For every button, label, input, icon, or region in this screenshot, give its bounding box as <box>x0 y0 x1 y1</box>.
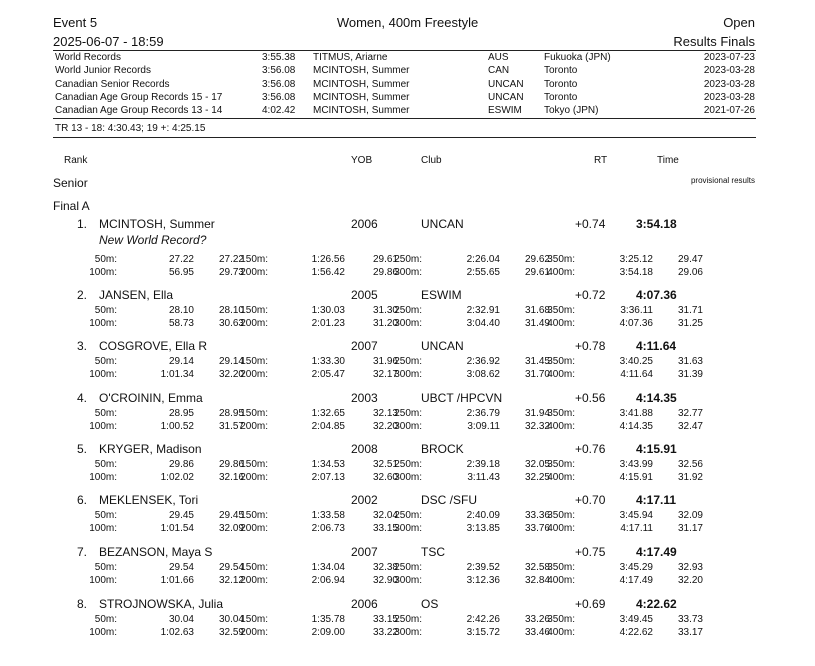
split-cumulative: 1:02.02 <box>160 472 194 483</box>
split-cumulative: 28.95 <box>168 408 194 419</box>
split-lap: 29.86 <box>218 459 244 470</box>
split-lap: 31.39 <box>677 369 703 380</box>
split-lap: 29.62 <box>524 254 550 265</box>
split-distance-label: 250m: <box>394 562 422 573</box>
result-entry <box>0 545 815 595</box>
record-holder: MCINTOSH, Summer <box>313 91 410 103</box>
split-lap: 33.22 <box>372 627 398 638</box>
final-time: 4:17.49 <box>636 545 677 559</box>
result-entry <box>0 597 815 647</box>
split-cumulative: 2:39.18 <box>466 459 500 470</box>
split-lap: 32.13 <box>372 408 398 419</box>
split-distance-label: 100m: <box>89 523 117 534</box>
split-lap: 29.61 <box>524 267 550 278</box>
split-lap: 31.17 <box>677 523 703 534</box>
split-cumulative: 1:33.30 <box>311 356 345 367</box>
athlete-yob: 2005 <box>351 288 378 302</box>
athlete-name: BEZANSON, Maya S <box>99 545 213 559</box>
athlete-yob: 2007 <box>351 545 378 559</box>
result-type: Results Finals <box>673 34 755 49</box>
record-date: 2023-03-28 <box>703 91 755 103</box>
split-lap: 32.20 <box>372 421 398 432</box>
record-club: AUS <box>488 52 509 63</box>
split-cumulative: 2:55.65 <box>466 267 500 278</box>
split-distance-label: 150m: <box>240 408 268 419</box>
split-lap: 32.25 <box>524 472 550 483</box>
split-cumulative: 3:36.11 <box>620 305 653 316</box>
record-name: World Records <box>55 52 121 63</box>
result-rank: 6. <box>76 493 87 507</box>
split-cumulative: 2:06.94 <box>311 575 345 586</box>
athlete-name: O'CROININ, Emma <box>99 391 203 405</box>
reaction-time: +0.74 <box>575 217 606 231</box>
split-distance-label: 150m: <box>240 356 268 367</box>
split-lap: 32.32 <box>524 421 550 432</box>
athlete-club: ESWIM <box>421 288 462 302</box>
record-time: 3:56.08 <box>262 65 296 77</box>
reaction-time: +0.70 <box>575 493 606 507</box>
split-distance-label: 150m: <box>240 562 268 573</box>
split-distance-label: 350m: <box>547 408 575 419</box>
split-distance-label: 250m: <box>394 614 422 625</box>
split-cumulative: 1:35.78 <box>311 614 345 625</box>
split-cumulative: 4:11.64 <box>620 369 653 380</box>
split-lap: 29.45 <box>218 510 244 521</box>
split-cumulative: 3:13.85 <box>466 523 500 534</box>
split-cumulative: 4:15.91 <box>619 472 653 483</box>
split-distance-label: 300m: <box>394 267 422 278</box>
split-lap: 30.04 <box>218 614 244 625</box>
split-lap: 31.70 <box>524 369 550 380</box>
split-distance-label: 250m: <box>394 510 422 521</box>
split-lap: 31.92 <box>677 472 703 483</box>
split-lap: 32.47 <box>677 421 703 432</box>
split-distance-label: 400m: <box>547 267 575 278</box>
split-cumulative: 1:01.54 <box>160 523 194 534</box>
reaction-time: +0.69 <box>575 597 606 611</box>
split-lap: 28.95 <box>218 408 244 419</box>
final-time: 4:22.62 <box>636 597 677 611</box>
split-distance-label: 100m: <box>89 267 117 278</box>
split-cumulative: 3:04.40 <box>466 318 500 329</box>
split-lap: 31.20 <box>372 318 398 329</box>
split-cumulative: 1:34.04 <box>311 562 345 573</box>
split-cumulative: 2:32.91 <box>466 305 500 316</box>
athlete-yob: 2006 <box>351 597 378 611</box>
record-holder: MCINTOSH, Summer <box>313 105 410 117</box>
split-distance-label: 350m: <box>547 305 575 316</box>
athlete-name: KRYGER, Madison <box>99 442 202 456</box>
event-datetime: 2025-06-07 - 18:59 <box>53 34 164 49</box>
split-cumulative: 2:01.23 <box>311 318 345 329</box>
split-cumulative: 29.45 <box>168 510 194 521</box>
split-lap: 29.06 <box>677 267 703 278</box>
athlete-club: OS <box>421 597 439 611</box>
split-cumulative: 56.95 <box>168 267 194 278</box>
event-number: Event 5 <box>53 15 98 30</box>
record-holder: MCINTOSH, Summer <box>313 78 410 90</box>
record-club: CAN <box>488 65 510 77</box>
record-name: World Junior Records <box>55 65 151 77</box>
split-distance-label: 200m: <box>240 472 268 483</box>
split-cumulative: 3:08.62 <box>466 369 500 380</box>
split-distance-label: 150m: <box>240 305 268 316</box>
split-distance-label: 50m: <box>94 562 117 573</box>
record-place: Tokyo (JPN) <box>544 105 599 117</box>
split-distance-label: 300m: <box>394 575 422 586</box>
split-cumulative: 3:15.72 <box>466 627 500 638</box>
split-distance-label: 200m: <box>240 523 268 534</box>
split-lap: 32.12 <box>218 575 244 586</box>
result-entry <box>0 217 815 278</box>
split-lap: 32.09 <box>218 523 244 534</box>
split-distance-label: 50m: <box>94 305 117 316</box>
split-distance-label: 100m: <box>89 421 117 432</box>
split-cumulative: 30.04 <box>168 614 194 625</box>
split-cumulative: 2:04.85 <box>311 421 345 432</box>
athlete-yob: 2007 <box>351 339 378 353</box>
event-category: Open <box>723 15 755 30</box>
split-cumulative: 3:41.88 <box>619 408 653 419</box>
final-time: 3:54.18 <box>636 217 677 231</box>
result-entry <box>0 288 815 338</box>
athlete-yob: 2003 <box>351 391 378 405</box>
split-lap: 31.94 <box>524 408 550 419</box>
athlete-yob: 2006 <box>351 217 378 231</box>
split-cumulative: 58.73 <box>168 318 194 329</box>
split-cumulative: 2:26.04 <box>466 254 500 265</box>
final-time: 4:14.35 <box>636 391 677 405</box>
split-cumulative: 2:09.00 <box>311 627 345 638</box>
result-rank: 8. <box>76 597 87 611</box>
split-lap: 32.05 <box>524 459 550 470</box>
record-place: Toronto <box>544 91 578 103</box>
split-distance-label: 400m: <box>547 575 575 586</box>
split-distance-label: 350m: <box>547 254 575 265</box>
record-date: 2021-07-26 <box>703 105 755 117</box>
split-cumulative: 3:49.45 <box>619 614 653 625</box>
split-distance-label: 300m: <box>394 369 422 380</box>
split-lap: 32.09 <box>677 510 703 521</box>
split-cumulative: 3:40.25 <box>619 356 653 367</box>
split-lap: 30.63 <box>218 318 244 329</box>
athlete-club: UBCT /HPCVN <box>421 391 503 405</box>
record-place: Toronto <box>544 65 578 77</box>
split-distance-label: 200m: <box>240 421 268 432</box>
split-distance-label: 100m: <box>89 318 117 329</box>
split-lap: 32.60 <box>372 472 398 483</box>
split-distance-label: 50m: <box>94 254 117 265</box>
split-distance-label: 350m: <box>547 510 575 521</box>
split-cumulative: 28.10 <box>168 305 194 316</box>
split-cumulative: 3:54.18 <box>619 267 653 278</box>
split-lap: 31.25 <box>677 318 703 329</box>
section-label: Senior <box>53 176 88 190</box>
athlete-club: TSC <box>421 545 445 559</box>
record-club: UNCAN <box>488 91 524 103</box>
split-cumulative: 2:42.26 <box>466 614 500 625</box>
split-lap: 29.61 <box>372 254 398 265</box>
header-divider <box>53 50 756 51</box>
split-cumulative: 4:07.36 <box>619 318 653 329</box>
split-distance-label: 50m: <box>94 408 117 419</box>
record-name: Canadian Age Group Records 13 - 14 <box>55 105 223 117</box>
split-lap: 32.51 <box>372 459 398 470</box>
column-rt: RT <box>594 155 608 166</box>
split-cumulative: 1:26.56 <box>311 254 345 265</box>
result-rank: 2. <box>76 288 87 302</box>
split-cumulative: 1:32.65 <box>311 408 345 419</box>
record-club: ESWIM <box>488 105 522 117</box>
time-requirements-note: TR 13 - 18: 4:30.43; 19 +: 4:25.15 <box>55 123 206 134</box>
split-distance-label: 250m: <box>394 254 422 265</box>
split-lap: 32.58 <box>524 562 550 573</box>
split-lap: 31.30 <box>372 305 398 316</box>
reaction-time: +0.56 <box>575 391 606 405</box>
split-cumulative: 4:17.49 <box>619 575 653 586</box>
athlete-name: MEKLENSEK, Tori <box>99 493 199 507</box>
split-cumulative: 3:09.11 <box>467 421 500 432</box>
result-rank: 1. <box>76 217 87 231</box>
split-lap: 29.54 <box>218 562 244 573</box>
split-distance-label: 200m: <box>240 318 268 329</box>
result-rank: 7. <box>76 545 87 559</box>
split-cumulative: 27.22 <box>168 254 194 265</box>
record-place: Toronto <box>544 78 578 90</box>
split-lap: 33.36 <box>524 510 550 521</box>
split-distance-label: 400m: <box>547 318 575 329</box>
split-lap: 32.77 <box>677 408 703 419</box>
record-date: 2023-03-28 <box>703 65 755 77</box>
final-time: 4:17.11 <box>636 493 677 507</box>
split-distance-label: 150m: <box>240 614 268 625</box>
reaction-time: +0.76 <box>575 442 606 456</box>
record-place: Fukuoka (JPN) <box>544 52 611 63</box>
athlete-name: STROJNOWSKA, Julia <box>99 597 224 611</box>
split-lap: 32.16 <box>218 472 244 483</box>
split-cumulative: 4:17.11 <box>620 523 653 534</box>
split-cumulative: 3:45.94 <box>619 510 653 521</box>
final-label: Final A <box>53 199 90 213</box>
split-lap: 32.93 <box>677 562 703 573</box>
split-lap: 33.15 <box>372 523 398 534</box>
final-time: 4:07.36 <box>636 288 677 302</box>
split-cumulative: 1:02.63 <box>160 627 194 638</box>
split-lap: 28.10 <box>218 305 244 316</box>
athlete-name: MCINTOSH, Summer <box>99 217 215 231</box>
athlete-yob: 2002 <box>351 493 378 507</box>
split-distance-label: 200m: <box>240 575 268 586</box>
record-name: Canadian Age Group Records 15 - 17 <box>55 91 223 103</box>
split-distance-label: 250m: <box>394 408 422 419</box>
column-club: Club <box>421 155 442 166</box>
split-distance-label: 400m: <box>547 627 575 638</box>
split-distance-label: 150m: <box>240 510 268 521</box>
split-lap: 32.56 <box>677 459 703 470</box>
split-lap: 31.45 <box>524 356 550 367</box>
result-rank: 5. <box>76 442 87 456</box>
split-cumulative: 3:25.12 <box>619 254 653 265</box>
split-distance-label: 100m: <box>89 575 117 586</box>
split-lap: 29.86 <box>372 267 398 278</box>
split-distance-label: 100m: <box>89 627 117 638</box>
column-yob: YOB <box>351 155 373 166</box>
athlete-name: JANSEN, Ella <box>99 288 174 302</box>
athlete-yob: 2008 <box>351 442 378 456</box>
split-lap: 33.26 <box>524 614 550 625</box>
split-distance-label: 350m: <box>547 614 575 625</box>
record-holder: TITMUS, Ariarne <box>313 52 388 63</box>
result-entry <box>0 493 815 543</box>
split-cumulative: 4:14.35 <box>619 421 653 432</box>
record-name: Canadian Senior Records <box>55 78 170 90</box>
split-cumulative: 1:33.58 <box>311 510 345 521</box>
split-distance-label: 300m: <box>394 318 422 329</box>
split-cumulative: 2:39.52 <box>466 562 500 573</box>
reaction-time: +0.75 <box>575 545 606 559</box>
split-distance-label: 50m: <box>94 356 117 367</box>
athlete-club: UNCAN <box>421 339 464 353</box>
split-lap: 33.17 <box>677 627 703 638</box>
split-lap: 29.14 <box>218 356 244 367</box>
split-lap: 29.73 <box>218 267 244 278</box>
split-cumulative: 2:40.09 <box>466 510 500 521</box>
column-rank: Rank <box>64 155 88 166</box>
split-lap: 29.47 <box>677 254 703 265</box>
split-distance-label: 200m: <box>240 267 268 278</box>
split-distance-label: 400m: <box>547 369 575 380</box>
split-lap: 33.46 <box>524 627 550 638</box>
result-entry <box>0 442 815 492</box>
split-distance-label: 400m: <box>547 523 575 534</box>
split-cumulative: 3:45.29 <box>619 562 653 573</box>
split-cumulative: 1:00.52 <box>160 421 194 432</box>
split-lap: 31.68 <box>524 305 550 316</box>
result-entry <box>0 391 815 441</box>
reaction-time: +0.78 <box>575 339 606 353</box>
split-lap: 31.96 <box>372 356 398 367</box>
split-lap: 32.90 <box>372 575 398 586</box>
split-lap: 31.71 <box>677 305 703 316</box>
athlete-club: DSC /SFU <box>421 493 478 507</box>
record-club: UNCAN <box>488 78 524 90</box>
split-distance-label: 100m: <box>89 369 117 380</box>
provisional-note: provisional results <box>690 176 755 185</box>
record-time: 3:55.38 <box>262 52 296 63</box>
split-distance-label: 350m: <box>547 356 575 367</box>
split-distance-label: 400m: <box>547 421 575 432</box>
final-time: 4:15.91 <box>636 442 677 456</box>
split-lap: 32.59 <box>218 627 244 638</box>
split-distance-label: 250m: <box>394 305 422 316</box>
split-lap: 32.20 <box>677 575 703 586</box>
event-title: Women, 400m Freestyle <box>336 15 479 30</box>
split-cumulative: 2:06.73 <box>311 523 345 534</box>
athlete-club: UNCAN <box>421 217 464 231</box>
split-distance-label: 200m: <box>240 369 268 380</box>
split-lap: 32.38 <box>372 562 398 573</box>
split-cumulative: 3:11.43 <box>467 472 500 483</box>
split-cumulative: 1:01.34 <box>160 369 194 380</box>
split-cumulative: 2:07.13 <box>311 472 345 483</box>
record-time: 3:56.08 <box>262 78 296 90</box>
record-holder: MCINTOSH, Summer <box>313 65 410 77</box>
split-cumulative: 2:36.92 <box>466 356 500 367</box>
final-time: 4:11.64 <box>636 339 677 353</box>
split-distance-label: 400m: <box>547 472 575 483</box>
record-date: 2023-03-28 <box>703 78 755 90</box>
reaction-time: +0.72 <box>575 288 606 302</box>
split-distance-label: 100m: <box>89 472 117 483</box>
split-distance-label: 200m: <box>240 627 268 638</box>
split-distance-label: 150m: <box>240 254 268 265</box>
split-lap: 33.73 <box>677 614 703 625</box>
split-distance-label: 300m: <box>394 421 422 432</box>
split-distance-label: 50m: <box>94 614 117 625</box>
split-lap: 27.22 <box>218 254 244 265</box>
result-rank: 4. <box>76 391 87 405</box>
split-lap: 33.15 <box>372 614 398 625</box>
split-distance-label: 350m: <box>547 459 575 470</box>
split-cumulative: 3:12.36 <box>466 575 500 586</box>
split-cumulative: 1:34.53 <box>311 459 345 470</box>
record-time: 4:02.42 <box>262 105 296 117</box>
split-distance-label: 250m: <box>394 459 422 470</box>
split-lap: 33.76 <box>524 523 550 534</box>
split-cumulative: 29.14 <box>168 356 194 367</box>
split-cumulative: 3:43.99 <box>619 459 653 470</box>
split-cumulative: 1:30.03 <box>311 305 345 316</box>
split-cumulative: 2:36.79 <box>466 408 500 419</box>
split-distance-label: 300m: <box>394 472 422 483</box>
record-note: New World Record? <box>99 233 207 247</box>
split-lap: 31.57 <box>218 421 244 432</box>
split-cumulative: 4:22.62 <box>619 627 653 638</box>
result-entry <box>0 339 815 389</box>
split-cumulative: 1:01.66 <box>160 575 194 586</box>
split-lap: 31.49 <box>524 318 550 329</box>
split-cumulative: 29.86 <box>168 459 194 470</box>
athlete-name: COSGROVE, Ella R <box>99 339 208 353</box>
split-lap: 32.17 <box>372 369 398 380</box>
split-cumulative: 29.54 <box>168 562 194 573</box>
result-rank: 3. <box>76 339 87 353</box>
record-date: 2023-07-23 <box>703 52 755 63</box>
split-distance-label: 250m: <box>394 356 422 367</box>
split-distance-label: 300m: <box>394 523 422 534</box>
split-distance-label: 350m: <box>547 562 575 573</box>
split-distance-label: 50m: <box>94 459 117 470</box>
split-distance-label: 300m: <box>394 627 422 638</box>
record-time: 3:56.08 <box>262 91 296 103</box>
split-lap: 32.04 <box>372 510 398 521</box>
split-distance-label: 150m: <box>240 459 268 470</box>
split-cumulative: 2:05.47 <box>311 369 345 380</box>
athlete-club: BROCK <box>421 442 464 456</box>
tr-divider <box>53 137 756 138</box>
split-distance-label: 50m: <box>94 510 117 521</box>
split-cumulative: 1:56.42 <box>311 267 345 278</box>
split-lap: 32.20 <box>218 369 244 380</box>
records-divider <box>53 118 756 119</box>
split-lap: 31.63 <box>677 356 703 367</box>
column-time: Time <box>657 155 679 166</box>
split-lap: 32.84 <box>524 575 550 586</box>
